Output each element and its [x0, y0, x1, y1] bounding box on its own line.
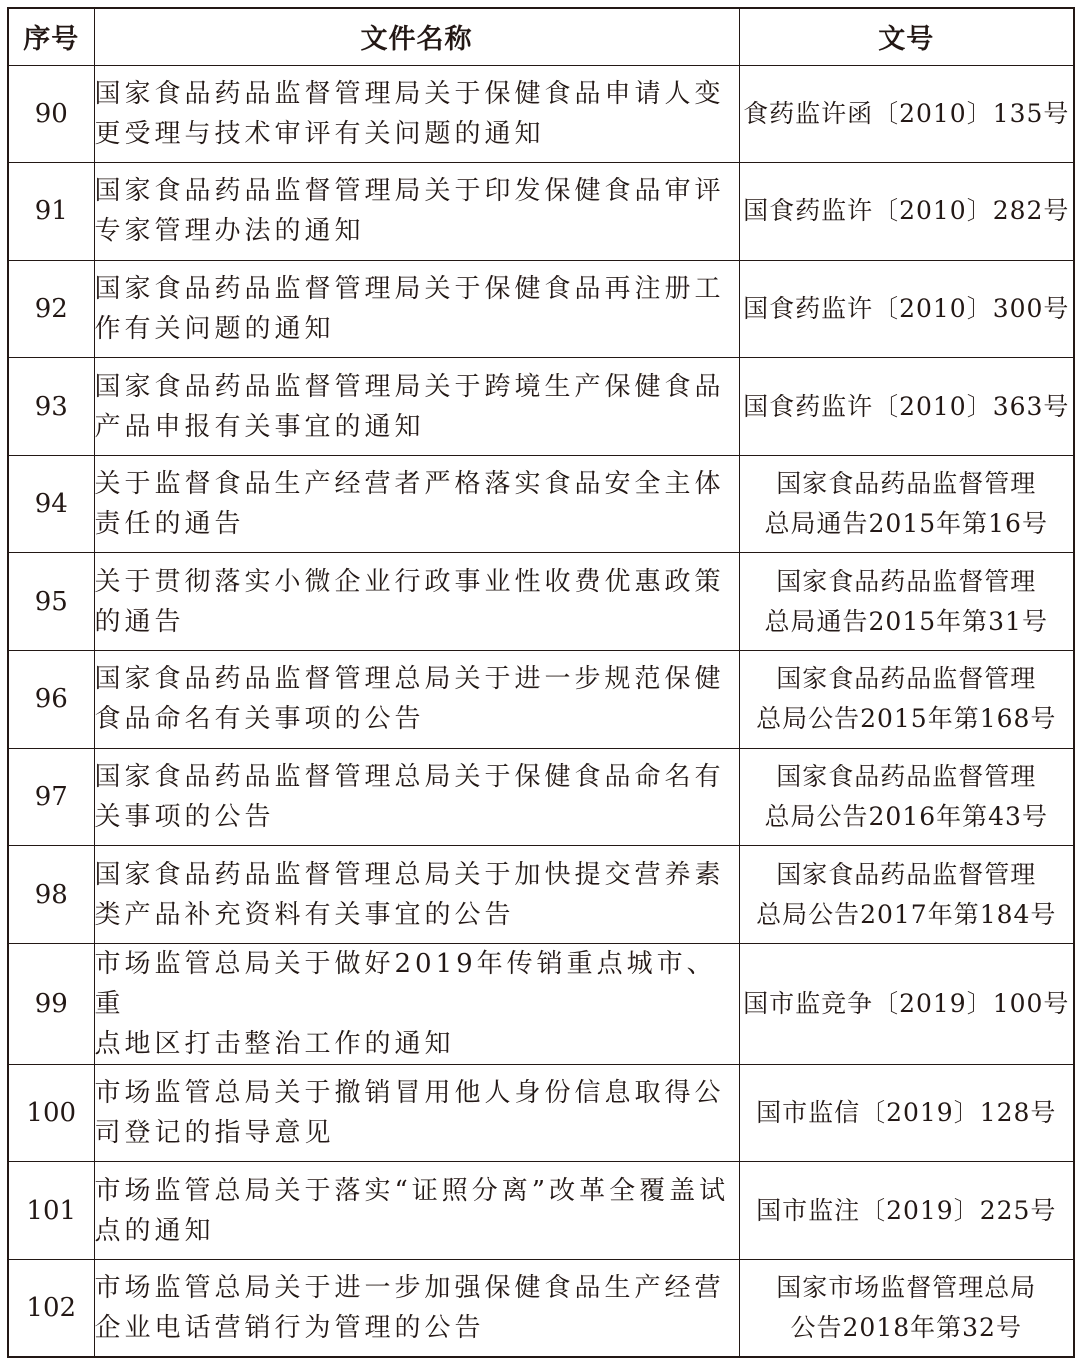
- table-row: [8, 358, 1074, 456]
- document-name-cell: [94, 1064, 739, 1162]
- document-number-line: 国市监竞争〔2019〕100号: [743, 988, 1070, 1018]
- document-name-line: 责任的通告: [94, 509, 245, 540]
- document-name-line: 国家食品药品监督管理总局关于进一步规范保健: [94, 664, 725, 695]
- document-number-line: 国家食品药品监督管理: [776, 859, 1037, 889]
- document-name-line: 的通告: [94, 606, 185, 637]
- table-row: [8, 846, 1074, 944]
- document-name-cell: [94, 651, 739, 749]
- document-name-line: 关于监督食品生产经营者严格落实食品安全主体: [94, 469, 725, 500]
- document-name-line: 类产品补充资料有关事宜的公告: [94, 899, 515, 930]
- document-name-line: 国家食品药品监督管理总局关于保健食品命名有: [94, 761, 725, 792]
- document-name-line: 市场监管总局关于撤销冒用他人身份信息取得公: [94, 1078, 725, 1109]
- table-row: [8, 260, 1074, 358]
- document-name-line: 国家食品药品监督管理总局关于加快提交营养素: [94, 859, 725, 890]
- table-row: [8, 1064, 1074, 1162]
- document-name-line: 点的通知: [94, 1215, 215, 1246]
- serial-number-cell: 100: [8, 1064, 94, 1162]
- document-number-line: 公告2018年第32号: [790, 1313, 1022, 1343]
- document-number-line: 国家食品药品监督管理: [776, 469, 1037, 499]
- document-name-cell: [94, 260, 739, 358]
- table-row: [8, 455, 1074, 553]
- document-number-line: 国家食品药品监督管理: [776, 566, 1037, 596]
- table-row: [8, 1162, 1074, 1260]
- table-body: [8, 65, 1074, 1357]
- document-number-cell: [739, 943, 1074, 1064]
- serial-number-cell: 98: [8, 846, 94, 944]
- table-row: [8, 651, 1074, 749]
- document-name-cell: [94, 455, 739, 553]
- serial-number-cell: 101: [8, 1162, 94, 1260]
- document-number-line: 国家食品药品监督管理: [776, 761, 1037, 791]
- document-name-line: 市场监管总局关于进一步加强保健食品生产经营: [94, 1273, 725, 1304]
- document-name-line: 国家食品药品监督管理局关于保健食品再注册工: [94, 273, 725, 304]
- serial-number-cell: 94: [8, 455, 94, 553]
- document-number-cell: [739, 651, 1074, 749]
- document-name-line: 关于贯彻落实小微企业行政事业性收费优惠政策: [94, 566, 725, 597]
- document-number-cell: [739, 553, 1074, 651]
- serial-number-cell: 102: [8, 1260, 94, 1358]
- document-number-cell: [739, 65, 1074, 163]
- document-name-line: 国家食品药品监督管理局关于跨境生产保健食品: [94, 371, 725, 402]
- serial-number-cell: 90: [8, 65, 94, 163]
- document-name-line: 点地区打击整治工作的通知: [94, 1028, 455, 1059]
- document-number-cell: [739, 358, 1074, 456]
- document-number-line: 国市监注〔2019〕225号: [756, 1195, 1057, 1225]
- document-name-cell: [94, 1260, 739, 1358]
- document-table: [7, 7, 1075, 1358]
- document-number-cell: [739, 1064, 1074, 1162]
- table-row: [8, 553, 1074, 651]
- document-name-line: 作有关问题的通知: [94, 313, 335, 344]
- document-number-line: 总局通告2015年第31号: [764, 606, 1048, 636]
- serial-number-cell: 97: [8, 748, 94, 846]
- document-number-cell: [739, 846, 1074, 944]
- serial-number-cell: 99: [8, 943, 94, 1064]
- document-name-line: 关事项的公告: [94, 801, 275, 832]
- document-name-cell: [94, 943, 739, 1064]
- document-name-cell: [94, 1162, 739, 1260]
- table-row: [8, 1260, 1074, 1358]
- document-name-cell: [94, 846, 739, 944]
- document-name-cell: [94, 163, 739, 261]
- document-name-line: 食品命名有关事项的公告: [94, 704, 425, 735]
- serial-number-cell: 91: [8, 163, 94, 261]
- document-name-line: 专家管理办法的通知: [94, 216, 365, 247]
- header-serial-number: 序号: [8, 8, 94, 65]
- document-name-line: 司登记的指导意见: [94, 1118, 335, 1149]
- document-name-line: 市场监管总局关于做好2019年传销重点城市、重: [94, 948, 717, 1019]
- header-document-name: 文件名称: [94, 8, 739, 65]
- header-document-number: 文号: [739, 8, 1074, 65]
- document-number-line: 国家食品药品监督管理: [776, 664, 1037, 694]
- document-name-cell: [94, 553, 739, 651]
- document-number-cell: [739, 163, 1074, 261]
- document-number-line: 国食药监许〔2010〕300号: [743, 293, 1070, 323]
- document-number-line: 国食药监许〔2010〕282号: [743, 196, 1070, 226]
- document-number-line: 总局公告2015年第168号: [756, 704, 1057, 734]
- serial-number-cell: 93: [8, 358, 94, 456]
- document-name-line: 国家食品药品监督管理局关于印发保健食品审评: [94, 176, 725, 207]
- document-number-line: 国市监信〔2019〕128号: [756, 1098, 1057, 1128]
- document-number-cell: [739, 1162, 1074, 1260]
- document-number-line: 总局通告2015年第16号: [764, 509, 1048, 539]
- document-number-cell: [739, 260, 1074, 358]
- header-row: [8, 8, 1074, 65]
- document-number-line: 国食药监许〔2010〕363号: [743, 391, 1070, 421]
- document-name-line: 更受理与技术审评有关问题的通知: [94, 118, 545, 149]
- document-name-line: 产品申报有关事宜的通知: [94, 411, 425, 442]
- table-row: [8, 748, 1074, 846]
- table-row: [8, 163, 1074, 261]
- document-name-cell: [94, 748, 739, 846]
- serial-number-cell: 96: [8, 651, 94, 749]
- document-name-line: 国家食品药品监督管理局关于保健食品申请人变: [94, 78, 725, 109]
- document-name-line: 企业电话营销行为管理的公告: [94, 1313, 485, 1344]
- table-row: [8, 65, 1074, 163]
- document-number-line: 国家市场监督管理总局: [776, 1273, 1037, 1303]
- document-number-line: 食药监许函〔2010〕135号: [743, 98, 1070, 128]
- table-row: [8, 943, 1074, 1064]
- document-name-line: 市场监管总局关于落实“证照分离”改革全覆盖试: [94, 1175, 730, 1206]
- document-number-line: 总局公告2017年第184号: [756, 899, 1057, 929]
- table-header: [8, 8, 1074, 65]
- document-name-cell: [94, 65, 739, 163]
- serial-number-cell: 92: [8, 260, 94, 358]
- serial-number-cell: 95: [8, 553, 94, 651]
- document-number-cell: [739, 1260, 1074, 1358]
- document-name-cell: [94, 358, 739, 456]
- document-number-cell: [739, 748, 1074, 846]
- document-number-line: 总局公告2016年第43号: [764, 801, 1048, 831]
- document-number-cell: [739, 455, 1074, 553]
